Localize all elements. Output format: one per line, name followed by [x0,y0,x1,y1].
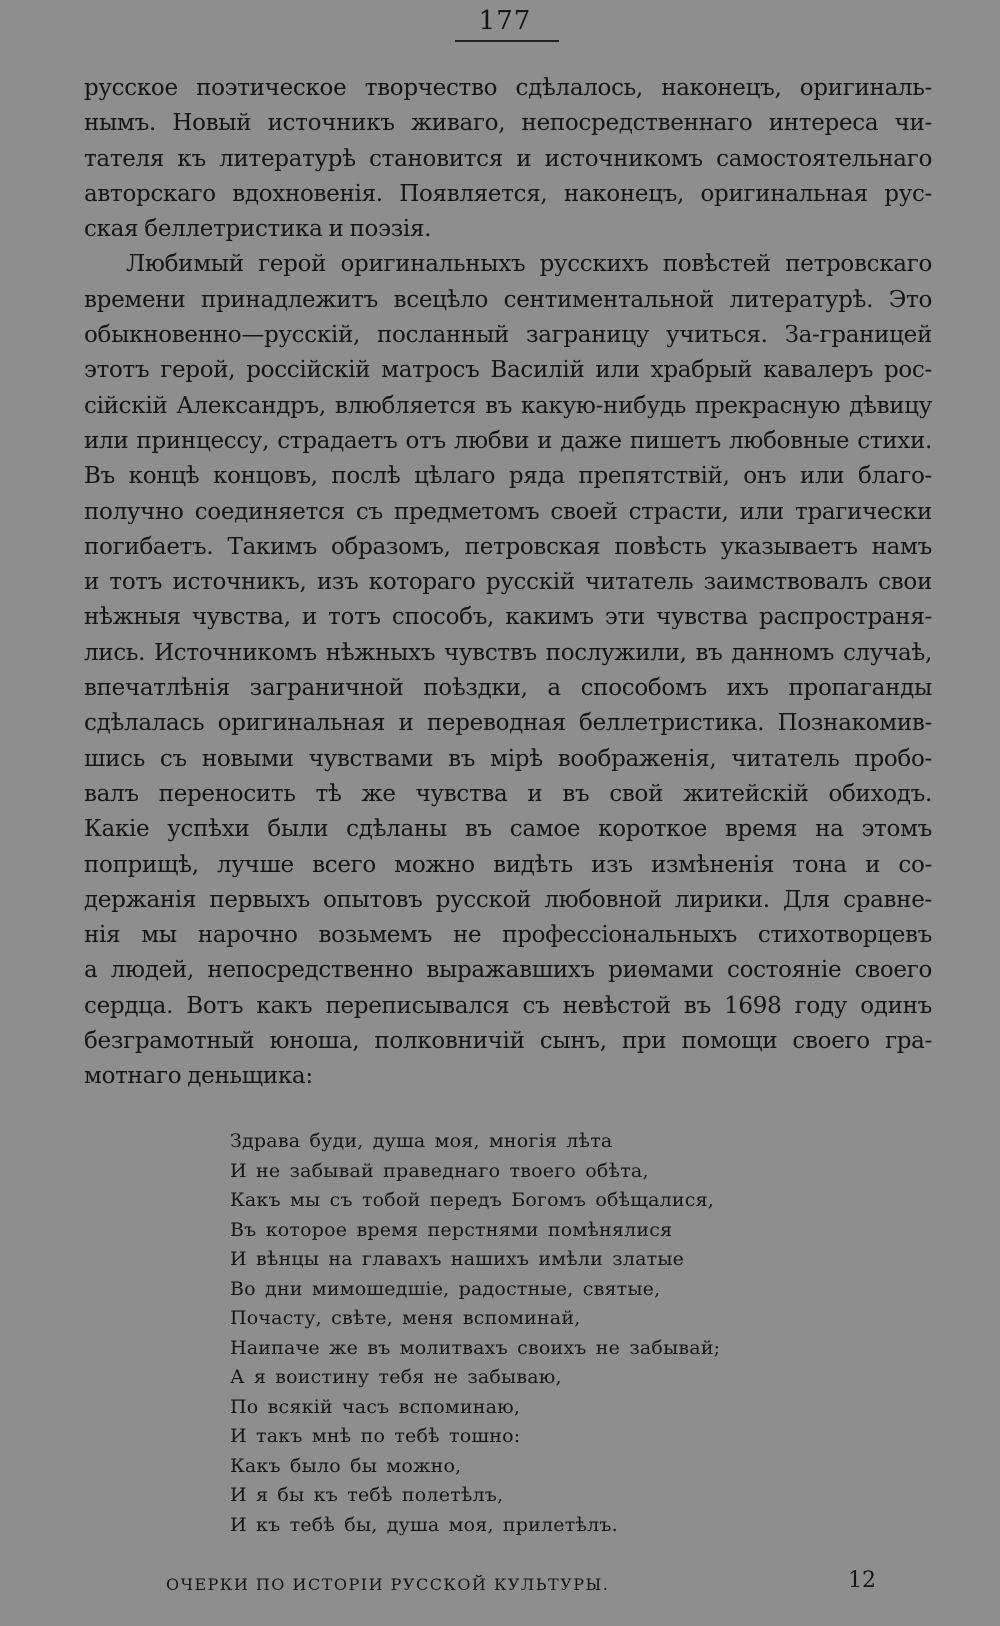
text-line: поприщѣ, лучше всего можно видѣть изъ измѣненія тона и со- [84,851,932,878]
poem-line: И вѣнцы на главахъ нашихъ имѣли златые [230,1248,685,1270]
poem-line: Во дни мимошедшіе, радостные, святые, [230,1277,661,1300]
poem-line: Какъ было бы можно, [230,1454,462,1477]
text-line: а людей, непосредственно выражавшихъ риѳмами состояніе своего [84,957,932,984]
text-line: сердца. Вотъ какъ переписывался съ невѣстой въ 1698 году одинъ [84,992,932,1019]
text-line: Любимый герой оригинальныхъ русскихъ повѣстей петровскаго [126,251,932,278]
body-text [84,71,932,1095]
text-line: Какіе успѣхи были сдѣланы въ самое короткое время на этомъ [84,816,932,843]
text-line: впечатлѣнія заграничной поѣздки, а способомъ ихъ пропаганды [84,675,932,702]
poem-line: И къ тебѣ бы, душа моя, прилетѣлъ. [230,1513,618,1536]
poem-line: По всякій часъ вспоминаю, [230,1395,521,1418]
paragraph-1 [84,71,932,247]
text-line: нія мы нарочно возьмемъ не профессіональныхъ стихотворцевъ [84,922,932,949]
text-line: мотнаго деньщика: [84,1063,313,1090]
text-line: русское поэтическое творчество сдѣлалось, наконецъ, оригиналь- [84,75,932,101]
text-line: обыкновенно—русскій, посланный заграницу учиться. За-границей [84,322,932,349]
text-line: времени принадлежитъ всецѣло сентиментальной литературѣ. Это [84,286,932,313]
footer-book-title: ОЧЕРКИ ПО ИСТОРІИ РУССКОЙ КУЛЬТУРЫ. [166,1575,610,1594]
text-line: погибаетъ. Такимъ образомъ, петровская повѣсть указываетъ намъ [84,533,932,560]
text-line: шись съ новыми чувствами въ мірѣ воображенія, читатель пробо- [84,745,932,772]
poem-line: Здрава буди, душа моя, многія лѣта [230,1130,613,1152]
poem-line: А я воистину тебя не забываю, [230,1366,562,1388]
page-number-rule [455,40,559,42]
page-number: 177 [478,6,532,36]
text-line: валъ переносить тѣ же чувства и въ свой житейскій обиходъ. [84,780,932,807]
text-line: нѣжныя чувства, и тотъ способъ, какимъ эти чувства распространя- [84,604,932,631]
text-line: лись. Источникомъ нѣжныхъ чувствъ послужили, въ данномъ случаѣ, [84,639,932,666]
text-line: нымъ. Новый источникъ живаго, непосредственнаго интереса чи- [84,110,932,137]
poem-line: Наипаче же въ молитвахъ своихъ не забывай; [230,1336,721,1359]
poem-line: И такъ мнѣ по тебѣ тошно: [230,1425,521,1447]
text-line: держанія первыхъ опытовъ русской любовной лирики. Для сравне- [84,886,932,913]
text-line: безграмотный юноша, полковничій сынъ, при помощи своего гра- [84,1028,932,1055]
text-line: этотъ герой, россійскій матросъ Василій или храбрый кавалеръ рос- [84,357,932,384]
text-line: сійскій Александръ, влюбляется въ какую-нибудь прекрасную дѣвицу [84,392,932,419]
poem-line: Какъ мы съ тобой передъ Богомъ обѣщалися, [230,1189,715,1211]
text-line: авторскаго вдохновенія. Появляется, наконецъ, оригинальная рус- [84,180,932,207]
text-line: Въ концѣ концовъ, послѣ цѣлаго ряда препятствій, онъ или благо- [84,463,932,490]
poem-block [230,1127,790,1540]
text-line: или принцессу, страдаетъ отъ любви и даже пишетъ любовные стихи. [84,427,932,454]
text-line: сдѣлалась оригинальная и переводная беллетристика. Познакомив- [84,710,932,737]
text-line: получно соединяется съ предметомъ своей страсти, или трагически [84,498,932,525]
poem-line: И не забывай праведнаго твоего обѣта, [230,1159,649,1182]
text-line: ская беллетристика и поэзія. [84,216,432,243]
footer-signature-mark: 12 [848,1568,876,1593]
text-line: и тотъ источникъ, изъ котораго русскій читатель заимствовалъ свои [84,569,932,596]
poem-line: Въ которое время перстнями помѣнялися [230,1218,673,1241]
paragraph-2 [84,247,932,1094]
poem-line: И я бы къ тебѣ полетѣлъ, [230,1484,504,1506]
text-line: тателя къ литературѣ становится и источникомъ самостоятельнаго [84,145,932,172]
poem-line: Почасту, свѣте, меня вспоминай, [230,1307,581,1329]
